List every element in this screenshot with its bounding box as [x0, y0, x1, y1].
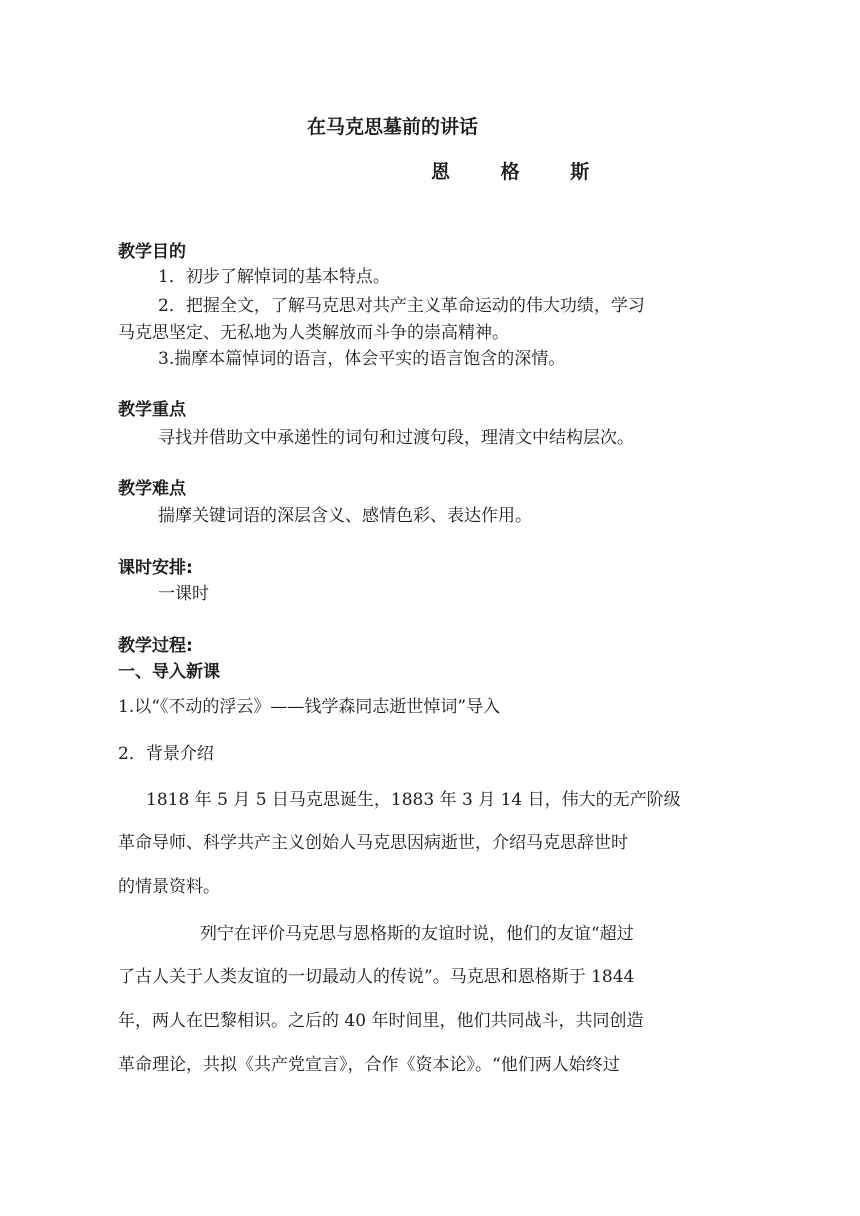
- background-para-1-line-3: 的情景资料。: [118, 877, 220, 897]
- process-part-1-heading: 一、导入新课: [118, 662, 220, 682]
- key-points-text: 寻找并借助文中承递性的词句和过渡句段，理清文中结构层次。: [158, 428, 634, 448]
- process-step-2: 2．背景介绍: [118, 744, 214, 764]
- background-para-1-line-1: 1818 年 5 月 5 日马克思诞生，1883 年 3 月 14 日，伟大的无产阶级: [146, 790, 681, 810]
- background-para-2-line-4: 革命理论，共拟《共产党宣言》，合作《资本论》。“他们两人始终过: [118, 1055, 620, 1075]
- process-step-1: 1.以“《不动的浮云》——钱学森同志逝世悼词”导入: [118, 697, 501, 717]
- section-heading-schedule: 课时安排:: [118, 558, 193, 578]
- section-heading-process: 教学过程:: [118, 636, 193, 656]
- section-heading-key-points: 教学重点: [118, 400, 186, 420]
- document-title: 在马克思墓前的讲话: [307, 116, 479, 138]
- section-heading-objectives: 教学目的: [118, 242, 186, 262]
- difficulties-text: 揣摩关键词语的深层含义、感情色彩、表达作用。: [158, 506, 532, 526]
- objective-item-2-line-1: 2．把握全文，了解马克思对共产主义革命运动的伟大功绩，学习: [158, 296, 645, 316]
- section-heading-difficulties: 教学难点: [118, 479, 186, 499]
- background-para-1-line-2: 革命导师、科学共产主义创始人马克思因病逝世，介绍马克思辞世时: [118, 833, 628, 853]
- document-author: 恩 格 斯: [431, 161, 612, 183]
- objective-item-3: 3.揣摩本篇悼词的语言，体会平实的语言饱含的深情。: [158, 349, 566, 369]
- schedule-text: 一课时: [158, 584, 209, 604]
- background-para-2-line-3: 年，两人在巴黎相识。之后的 40 年时间里，他们共同战斗，共同创造: [118, 1011, 644, 1031]
- objective-item-1: 1．初步了解悼词的基本特点。: [158, 267, 390, 287]
- background-para-2-line-1: 列宁在评价马克思与恩格斯的友谊时说，他们的友谊“超过: [200, 924, 634, 944]
- objective-item-2-line-2: 马克思坚定、无私地为人类解放而斗争的崇高精神。: [118, 323, 509, 343]
- background-para-2-line-2: 了古人关于人类友谊的一切最动人的传说”。马克思和恩格斯于 1844: [118, 967, 635, 987]
